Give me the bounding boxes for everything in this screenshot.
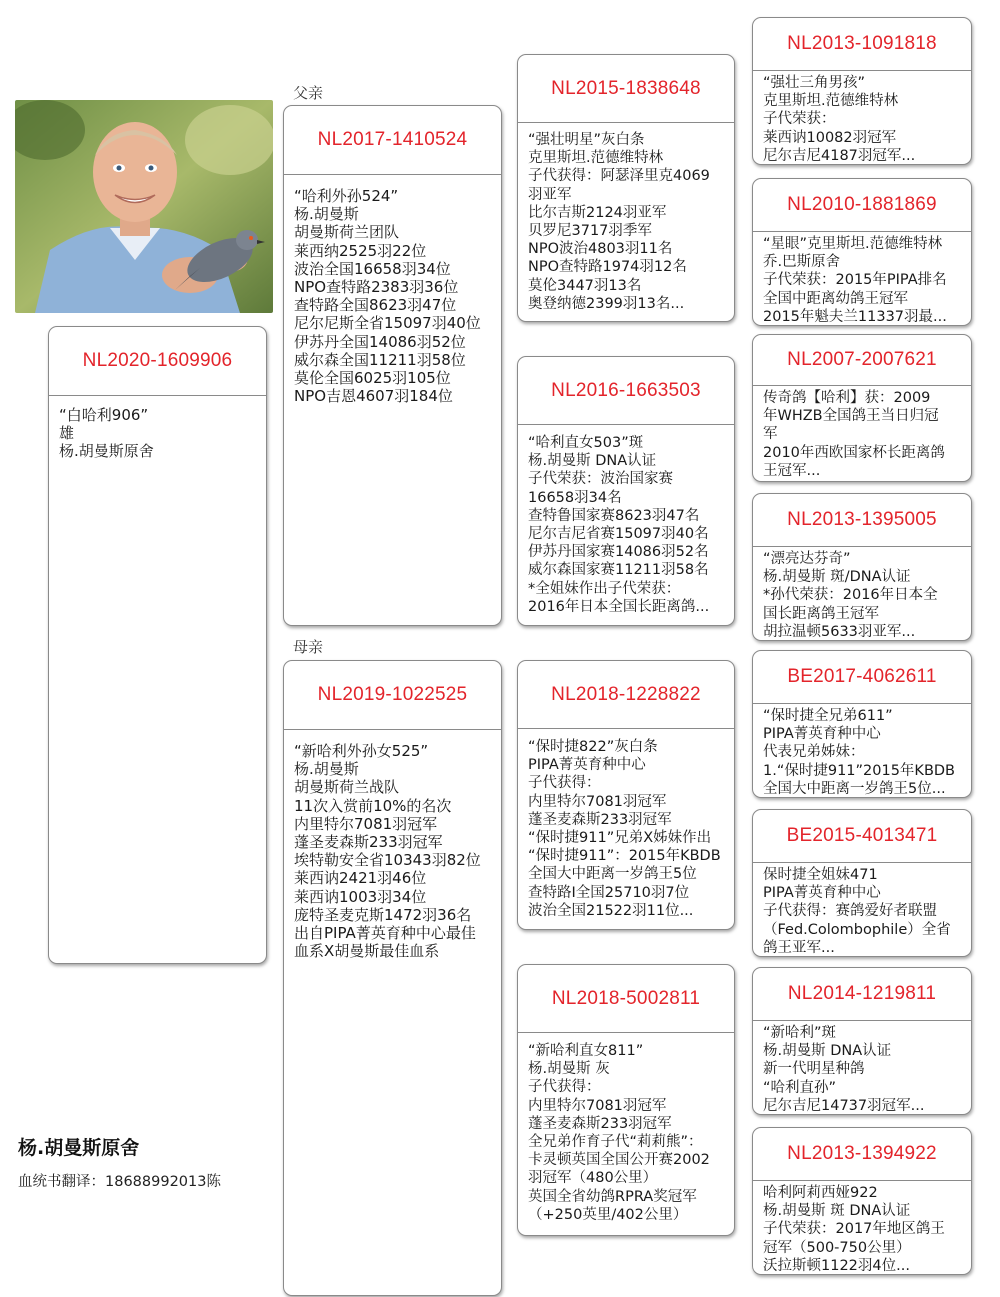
breeder-photo-image [15,100,273,313]
ring-number: NL2019-1022525 [284,661,501,730]
ring-number: BE2015-4013471 [753,810,971,863]
great-grandparent-card-4[interactable] [752,493,972,641]
ring-number: NL2017-1410524 [284,106,501,175]
great-grandparent-card-1[interactable] [752,17,972,165]
pigeon-details: 保时捷全姐妹471 PIPA菁英育种中心 子代获得：赛鸽爱好者联盟 （Fed.Colombophile）全省 鸽王亚军... [763,867,951,956]
loft-name: 杨.胡曼斯原舍 [18,1137,140,1159]
pigeon-details: “星眼”克里斯坦.范德维特林 乔.巴斯原舍 子代荣获：2015年PIPA排名 全国中距离幼鸽王冠军 2015年魁夫兰11337羽最... [763,236,947,325]
father-label: 父亲 [293,84,324,102]
pigeon-details: “新哈利”斑 杨.胡曼斯 DNA认证 新一代明星种鸽 “哈利直孙” 尼尔吉尼14737羽冠军... [763,1025,925,1114]
ring-number: NL2007-2007621 [753,335,971,386]
pigeon-details: “新哈利直女811” 杨.胡曼斯 灰 子代获得： 内里特尔7081羽冠军 蓬圣麦森斯233羽冠军 全兄弟作育子代“莉莉熊”： 卡灵顿英国全国公开赛2002 羽冠军（480公里） 英国全省幼鸽RPRA奖冠军 （+250英里/402公里） [528,1043,710,1223]
breeder-photo [15,100,273,313]
grandparent-card-4[interactable] [517,964,735,1236]
pigeon-details: “哈利外孙524” 杨.胡曼斯 胡曼斯荷兰团队 莱西纳2525羽22位 波治全国16658羽34位 NPO查特路2383羽36位 查特路全国8623羽47位 尼尔尼斯全省15097羽40位 伊苏丹全国14086羽52位 威尔森全国11211羽58位 莫伦全国6025羽105位 NPO吉恩4607羽184位 [294,187,481,406]
ring-number: NL2013-1394922 [753,1128,971,1181]
great-grandparent-card-8[interactable] [752,1127,972,1275]
pigeon-details: “白哈利906” 雄 杨.胡曼斯原舍 [59,406,154,461]
pigeon-details: “新哈利外孙女525” 杨.胡曼斯 胡曼斯荷兰战队 11次入赏前10%的名次 内里特尔7081羽冠军 蓬圣麦森斯233羽冠军 埃特勒安全省10343羽82位 莱西讷2421羽46位 莱西讷1003羽34位 庞特圣麦克斯1472羽36名 出自PIPA菁英育种中心最佳 血系X胡曼斯最佳血系 [294,742,481,961]
pigeon-details: “哈利直女503”斑 杨.胡曼斯 DNA认证 子代荣获：波治国家赛 16658羽34名 查特鲁国家赛8623羽47名 尼尔吉尼省赛15097羽40名 伊苏丹国家赛14086羽52名 威尔森国家赛11211羽58名 *全姐妹作出子代荣获： 2016年日本全国长距离鸽... [528,435,710,615]
ring-number: NL2013-1395005 [753,494,971,547]
pigeon-details: 传奇鸽【哈利】获：2009 年WHZB全国鸽王当日归冠 军 2010年西欧国家杯长距离鸽 王冠军... [763,390,945,479]
ring-number: NL2013-1091818 [753,18,971,71]
ring-number: NL2018-1228822 [518,661,734,729]
ring-number: NL2015-1838648 [518,55,734,123]
ring-number: NL2020-1609906 [49,327,266,396]
pigeon-details: “强壮明星”灰白条 克里斯坦.范德维特林 子代获得：阿瑟泽里克4069 羽亚军 比尔吉斯2124羽亚军 贝罗尼3717羽季军 NPO波治4803羽11名 NPO查特路1974羽12名 莫伦3447羽13名 奥登纳德2399羽13名... [528,132,710,312]
translator-credit: 血统书翻译：18688992013陈 [18,1174,221,1190]
great-grandparent-card-3[interactable] [752,334,972,482]
mother-label: 母亲 [293,638,324,656]
great-grandparent-card-7[interactable] [752,967,972,1115]
mother-card[interactable] [283,660,502,1296]
pigeon-details: “强壮三角男孩” 克里斯坦.范德维特林 子代荣获： 莱西讷10082羽冠军 尼尔吉尼4187羽冠军... [763,75,916,164]
subject-pigeon-card[interactable] [48,326,267,964]
grandparent-card-1[interactable] [517,54,735,322]
ring-number: NL2010-1881869 [753,179,971,232]
grandparent-card-2[interactable] [517,356,735,626]
ring-number: NL2016-1663503 [518,357,734,425]
pigeon-details: “保时捷全兄弟611” PIPA菁英育种中心 代表兄弟姊妹： 1.“保时捷911”2015年KBDB 全国大中距离一岁鸽王5位... [763,708,956,797]
pigeon-details: 哈利阿莉西娅922 杨.胡曼斯 斑 DNA认证 子代荣获：2017年地区鸽王 冠军（500-750公里） 沃拉斯顿1122羽4位... [763,1185,945,1274]
pigeon-details: “保时捷822”灰白条 PIPA菁英育种中心 子代获得： 内里特尔7081羽冠军 蓬圣麦森斯233羽冠军 “保时捷911”兄弟X姊妹作出 “保时捷911”：2015年KBDB 全国大中距离一岁鸽王5位 查特路I全国25710羽7位 波治全国21522羽11位... [528,739,721,919]
great-grandparent-card-2[interactable] [752,178,972,326]
grandparent-card-3[interactable] [517,660,735,930]
great-grandparent-card-6[interactable] [752,809,972,957]
pigeon-details: “漂亮达芬奇” 杨.胡曼斯 斑/DNA认证 *孙代荣获：2016年日本全 国长距离鸽王冠军 胡拉温顿5633羽亚军... [763,551,938,640]
father-card[interactable] [283,105,502,626]
ring-number: NL2018-5002811 [518,965,734,1033]
ring-number: NL2014-1219811 [753,968,971,1021]
great-grandparent-card-5[interactable] [752,650,972,798]
ring-number: BE2017-4062611 [753,651,971,704]
